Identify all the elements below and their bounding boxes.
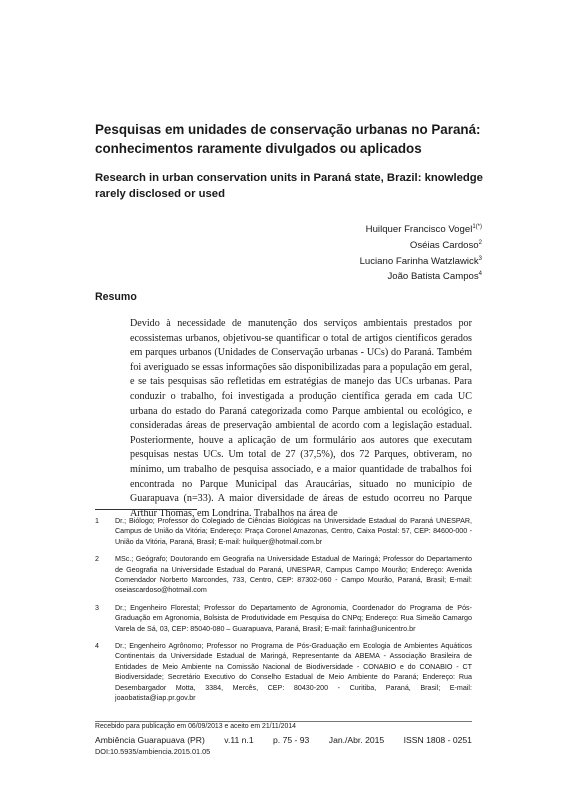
footnote <box>95 641 472 703</box>
author-entry: Huilquer Francisco Vogel$^{1(*)}$ <box>365 223 482 235</box>
author-entry: Luciano Farinha Watzlawick$^3$ <box>359 255 482 267</box>
footnote-number: 4 <box>95 642 99 651</box>
footnote-text: Dr.; Engenheiro Agrônomo; Professor no Programa de Pós-Graduação em Ecologia de Ambientes Aquáticos Continentais da Universidade Estadual de Maringá, Representante da ABEMA - Associação Brasileira de Entidades de Meio Ambiente na Comissão Nacional de Biodiversidade - CONABIO e do CONABIO - CT Biodiversidade; Secretário Executivo do Conselho Estadual de Meio Ambiente do Paraná; Endereço: Rua Desembargador Motta, 3384, Mercês, CEP: 80430-200 - Curitiba, Paraná, Brasil; E-mail: joaobatista@iap.pr.gov.br <box>115 642 472 703</box>
doi: DOI:10.5935/ambiencia.2015.01.05 <box>95 747 211 756</box>
footnote-text: Dr.; Biólogo; Professor do Colegiado de Ciências Biológicas na Universidade Estadual do Paraná UNESPAR, Campus de União da Vitória; Endereço: Praça Coronel Amazonas, Centro, Caixa Postal: 57, CEP: 84600-000 - União da Vitória, Paraná, Brasil; E-mail: huilquer@hotmail.com.br <box>115 517 472 546</box>
section-heading-resumo: Resumo <box>95 291 137 303</box>
journal-name: Ambiência Guarapuava (PR) <box>95 735 205 745</box>
article-title: Pesquisas em unidades de conservação urbanas no Paraná: conhecimentos raramente divulgados ou aplicados <box>95 122 481 156</box>
journal-footer <box>95 735 472 745</box>
journal-issn: ISSN 1808 - 0251 <box>403 735 472 745</box>
author-entry: Oséias Cardoso$^2$ <box>409 239 482 251</box>
journal-volume: v.11 n.1 <box>224 735 254 745</box>
article-subtitle-english: Research in urban conservation units in Paraná state, Brazil: knowledge rarely disclosed or used <box>95 172 483 200</box>
footnote-number: 2 <box>95 555 99 564</box>
author-list <box>360 222 482 285</box>
footnote-number: 1 <box>95 517 99 525</box>
footnote <box>95 554 472 596</box>
footnote-text: MSc.; Geógrafo; Doutorando em Geografia na Universidade Estadual de Maringá; Professor do Departamento de Geografia na Universidade Estadual do Paraná, UNESPAR, Campus Campo Mourão; Endereço: Avenida Comendador Norberto Marcondes, 733, Centro, CEP: 87302-060 - Campo Mourão, Paraná, Brasil; E-mail: oseiascardoso@hotmail.com <box>115 555 472 595</box>
author-entry: João Batista Campos$^4$ <box>387 271 482 283</box>
footnote-number: 3 <box>95 603 99 612</box>
journal-pages: p. 75 - 93 <box>273 735 310 745</box>
footer-divider <box>95 721 472 722</box>
footnote-divider <box>95 509 197 510</box>
journal-date: Jan./Abr. 2015 <box>328 735 385 745</box>
received-date: Recebido para publicação em 06/09/2013 e aceito em 21/11/2014 <box>95 723 296 730</box>
footnote <box>95 516 472 547</box>
abstract-text: Devido à necessidade de manutenção dos serviços ambientais prestados por ecossistemas urbanos, objetivou-se quantificar o total de artigos científicos gerados em parques urbanos (Unidades de Conservação urbanas - UCs) do Paraná. Também foi averiguado se essas informações são disponibilizadas para a população em geral, e se tais pesquisas são refletidas em estratégias de manejo das UCs urbanas. Para conduzir o trabalho, foi investigada a produção científica gerada em cada UC urbana do estado do Paraná categorizada como Parque ambiental ou ecológico, e consideradas áreas de preservação ambiental de acordo com a legislação estadual. Posteriormente, houve a aplicação de um formulário aos autores que executam pesquisas nestas UCs. Um total de 27 (37,5%), dos 72 Parques, obtiveram, no mínimo, um trabalho de pesquisa associado, e a maior quantidade de trabalhos foi encontrada no Parque Municipal das Araucárias, situado no município de Guarapuava (n=33). A maior diversidade de áreas de estudo ocorreu no Parque Arthur Thomas, em Londrina. Trabalhos na área de <box>130 318 472 519</box>
footnote-text: Dr.; Engenheiro Florestal; Professor do Departamento de Agronomia, Coordenador do Programa de Pós-Graduação em Agronomia, Bolsista de Produtividade em Pesquisa do CNPq; Endereço: Rua Simeão Camargo Varela de Sá, 03, CEP: 85040-080 – Guarapuava, Paraná, Brasil; E-mail: farinha@unicentro.br <box>115 603 472 633</box>
footnote <box>95 603 472 634</box>
footnotes <box>95 516 472 711</box>
